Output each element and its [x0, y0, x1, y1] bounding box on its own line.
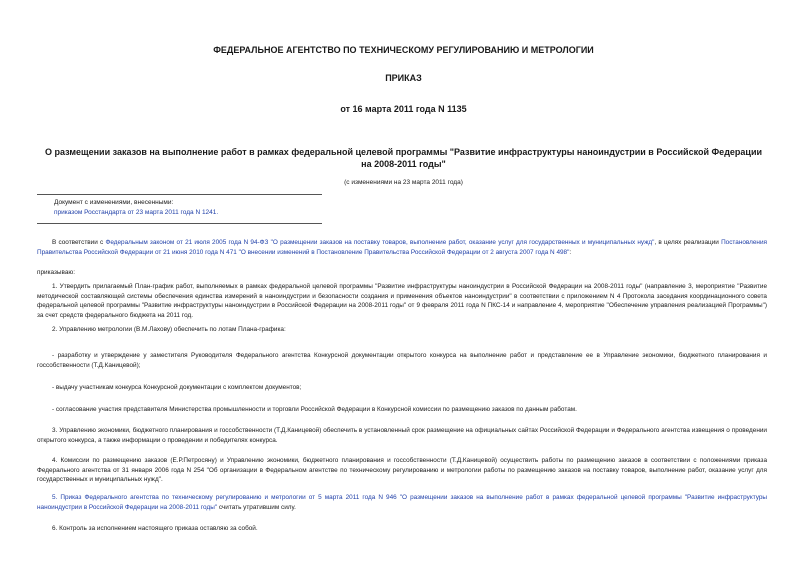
paragraph-item-3: 3. Управлению экономики, бюджетного планирования и госсобственности (Т.Д.Каницевой) обеспечить в установленный срок размещение на официальных сайтах Российской Федерации и Федерального агентства извещения о проведении открытого конкурса, а также информации о проведении и победителях конкурса.: [37, 427, 767, 444]
paragraph-preamble: [37, 238, 767, 257]
paragraph-order-word: приказываю:: [37, 269, 75, 276]
federal-law-link[interactable]: Федеральным законом от 21 июля 2005 года N 94-ФЗ "О размещении заказов на поставку товаров, выполнение работ, оказание услуг для государственных и муниципальных нужд": [105, 239, 655, 246]
changes-link[interactable]: приказом Росстандарта от 23 марта 2011 года N 1241.: [54, 209, 219, 216]
preamble-text-b: , в целях реализации: [654, 239, 722, 246]
paragraph-item-2-sub-3: - согласование участия представителя Министерства промышленности и торговли Российской Федерации в Конкурсной комиссии по размещению заказов по данным работам.: [52, 406, 577, 413]
doc-date: от 16 марта 2011 года N 1135: [340, 104, 467, 114]
paragraph-item-5: [37, 493, 767, 512]
paragraph-item-2-sub-1: - разработку и утверждение у заместителя Руководителя Федерального агентства Конкурсной документации открытого конкурса на выполнение работ и представление ее в Управление экономики, бюджетного планирования и госсобственности (Т.Д.Каницевой);: [37, 352, 767, 369]
paragraph-item-6: 6. Контроль за исполнением настоящего приказа оставляю за собой.: [52, 525, 258, 532]
paragraph-item-4: 4. Комиссии по размещению заказов (Е.Р.Петросяну) и Управлению экономики, бюджетного планирования и госсобственности (Т.Д.Каницевой) осуществить работы по размещению заказов в соответствии с положениями приказа Федерального агентства от 31 января 2006 года N 254 "Об организации в Федеральном агентстве по техническому регулированию и метрологии работы по размещению заказов на поставку товаров, выполнение работ, оказание услуг для государственных и муниципальных нужд".: [37, 457, 767, 484]
paragraph-item-2: 2. Управлению метрологии (В.М.Лахову) обеспечить по лотам Плана-графика:: [52, 326, 286, 333]
changes-label: Документ с изменениями, внесенными:: [54, 199, 174, 206]
preamble-text-a: В соответствии с: [52, 239, 106, 246]
agency-name: ФЕДЕРАЛЬНОЕ АГЕНТСТВО ПО ТЕХНИЧЕСКОМУ РЕГУЛИРОВАНИЮ И МЕТРОЛОГИИ: [213, 45, 594, 55]
doc-type: ПРИКАЗ: [385, 73, 422, 83]
paragraph-item-1: 1. Утвердить прилагаемый План-график работ, выполняемых в рамках федеральной целевой программы "Развитие инфраструктуры наноиндустрии в Российской Федерации на 2008-2011 годы" (направление 3, мероприятие "Развитие методической составляющей системы обеспечения единства измерений в наноиндустрии и безопасности создания и применения объектов наноиндустрии" в соответствии с приложением N 4 Протокола заседания координационного совета федеральной целевой программы "Развитие инфраструктуры наноиндустрии в Российской Федерации на 2008-2011 годы" от 9 февраля 2011 года N ПКС-14 и направление 4, мероприятие "Обеспечение управления реализацией Программы") за счет средств федерального бюджета на 2011 год.: [37, 283, 767, 319]
edit-note: (с изменениями на 23 марта 2011 года): [344, 179, 463, 186]
doc-title: О размещении заказов на выполнение работ в рамках федеральной целевой программы "Развитие инфраструктуры наноиндустрии в Российской Федерации на 2008-2011 годы": [44, 147, 763, 169]
divider-bottom: [37, 223, 322, 224]
repealed-order-link[interactable]: 5. Приказ Федерального агентства по техническому регулированию и метрологии от 5 марта 2011 года N 946 "О размещении заказов на выполнение работ в рамках федеральной целевой программы "Развитие инфраструктуры наноиндустрии в Российской Федерации на 2008-2011 годы": [37, 494, 767, 511]
changes-block: [54, 198, 218, 218]
preamble-text-c: :: [569, 248, 572, 256]
item-5-suffix: считать утратившим силу.: [217, 503, 296, 511]
divider-top: [37, 194, 322, 195]
government-decree-link[interactable]: Постановления Правительства Российской Федерации от 21 июня 2010 года N 471 "О внесении изменений в Постановление Правительства Российской Федерации от 2 августа 2007 года N 498": [37, 239, 767, 256]
paragraph-item-2-sub-2: - выдачу участникам конкурса Конкурсной документации с комплектом документов;: [52, 384, 302, 391]
